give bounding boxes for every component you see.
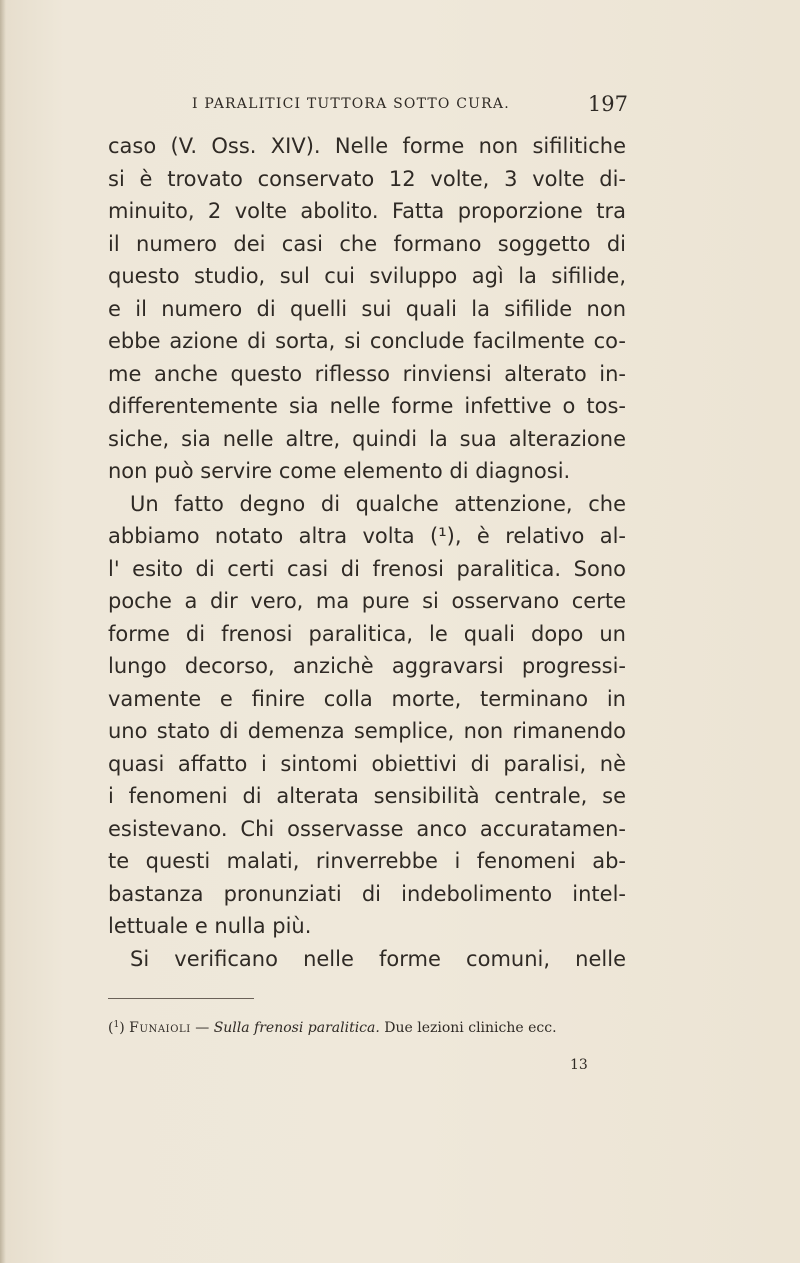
- footnote-marker-close: ): [119, 1020, 125, 1036]
- text-line: caso (V. Oss. XIV). Nelle forme non sifilitiche: [108, 134, 626, 158]
- text-line: non può servire come elemento di diagnosi.: [108, 459, 571, 483]
- text-line: differentemente sia nelle forme infettive o tos-: [108, 394, 626, 418]
- text-line: e il numero di quelli sui quali la sifilide non: [108, 296, 626, 321]
- text-line: il numero dei casi che formano soggetto di: [108, 231, 626, 256]
- page-number: 197: [587, 92, 628, 116]
- text-line: Si verificano nelle forme comuni, nelle: [130, 946, 626, 971]
- footnote-marker: 1: [113, 1020, 120, 1030]
- text-line: ebbe azione di sorta, si conclude facilmente co-: [108, 329, 626, 353]
- text-line: poche a dir vero, ma pure si osservano certe: [108, 589, 626, 613]
- footnote-rest: Due lezioni cliniche ecc.: [384, 1020, 557, 1036]
- running-head: [192, 92, 628, 120]
- text-line: i fenomeni di alterata sensibilità centrale, se: [108, 784, 626, 808]
- running-title: I PARALITICI TUTTORA SOTTO CURA.: [192, 96, 510, 112]
- body-text: [108, 130, 626, 975]
- text-line: uno stato di demenza semplice, non rimanendo: [108, 719, 626, 743]
- text-line: bastanza pronunziati di indebolimento intel-: [108, 881, 626, 906]
- text-line: questo studio, sul cui sviluppo agì la sifilide,: [108, 264, 626, 288]
- text-line: me anche questo riflesso rinviensi alterato in-: [108, 361, 626, 386]
- footnote-author: Funaioli: [129, 1020, 191, 1036]
- footnote-dash: —: [195, 1020, 210, 1036]
- footnote-work-title: Sulla frenosi paralitica.: [213, 1020, 380, 1036]
- text-line: forme di frenosi paralitica, le quali dopo un: [108, 621, 626, 646]
- signature-mark: 13: [570, 1057, 588, 1073]
- text-line: quasi affatto i sintomi obiettivi di paralisi, nè: [108, 751, 626, 776]
- footnote-rule: [108, 998, 254, 999]
- page-gutter-shadow: [0, 0, 6, 1263]
- text-line: minuito, 2 volte abolito. Fatta proporzione tra: [108, 199, 626, 223]
- text-line: Un fatto degno di qualche attenzione, che: [130, 491, 626, 516]
- text-line: te questi malati, rinverrebbe i fenomeni ab-: [108, 849, 626, 873]
- footnote-marker-open: (: [108, 1020, 114, 1036]
- text-line: vamente e finire colla morte, terminano in: [108, 686, 626, 711]
- text-line: lettuale e nulla più.: [108, 914, 312, 938]
- text-line: lungo decorso, anzichè aggravarsi progressi-: [108, 654, 626, 678]
- footnote: [108, 1020, 628, 1036]
- text-line: l' esito di certi casi di frenosi paralitica. Sono: [108, 556, 626, 581]
- text-line: si è trovato conservato 12 volte, 3 volte di-: [108, 166, 626, 191]
- text-line: siche, sia nelle altre, quindi la sua alterazione: [108, 426, 626, 451]
- text-line: esistevano. Chi osservasse anco accuratamen-: [108, 816, 626, 841]
- text-line: abbiamo notato altra volta (¹), è relativo al-: [108, 524, 626, 548]
